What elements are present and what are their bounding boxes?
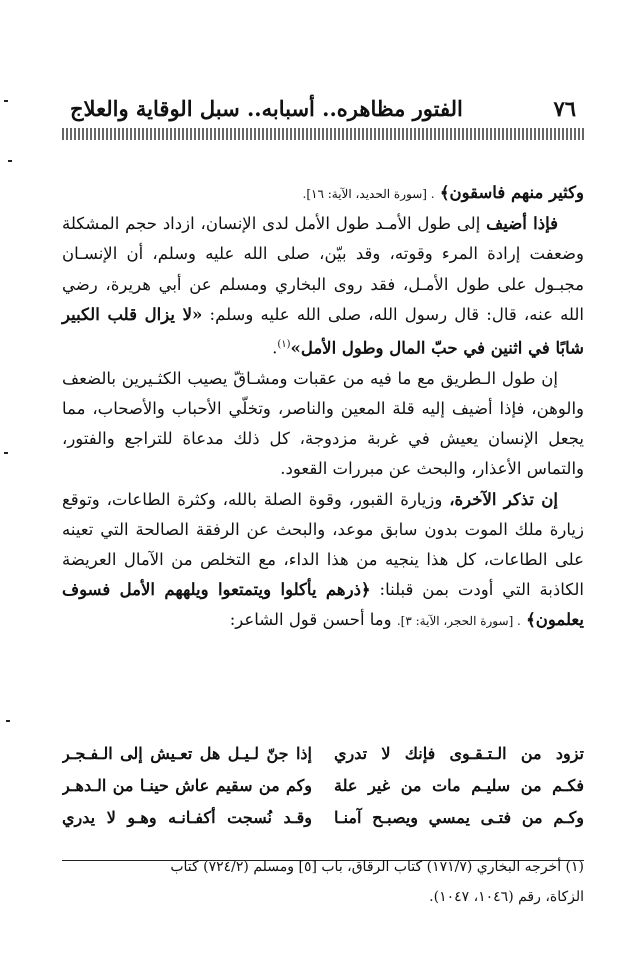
page-header: [62, 92, 584, 128]
quran-quote: ﴿ذرهم يأكلوا ويتمتعوا ويلههم الأمل فسوف يعلمون﴾: [62, 580, 584, 630]
margin-mark: [4, 452, 8, 454]
first-hemistich: وكـم من فتـى يمسي ويصبـح آمنـا: [334, 808, 584, 827]
paragraph-lead: فإذا أضيف: [486, 214, 558, 234]
margin-mark: [6, 720, 10, 722]
poem: [62, 738, 584, 834]
paragraph-2: [62, 209, 584, 364]
poem-verse: [62, 802, 584, 834]
footnote-marker: (١): [277, 339, 291, 351]
first-hemistich: فكـم من سليـم مات من غير علة: [334, 776, 584, 795]
quran-reference: . [سورة الحجر، الآية: ٣].: [396, 614, 521, 629]
second-hemistich: وقـد نُسجت أكفـانـه وهـو لا يدري: [62, 808, 312, 827]
second-hemistich: إذا جنّ لـيـل هل تعـيش إلى الـفـجـر: [62, 744, 312, 763]
page-number: ٧٦: [553, 96, 576, 121]
running-title: الفتور مظاهره.. أسبابه.. سبل الوقاية والعلاج: [70, 96, 463, 121]
quran-end: وكثير منهم فاسقون﴾: [439, 183, 584, 202]
footnote-line: (١) أخرجه البخاري (١٧١/٧) كتاب الرقاق، باب [٥] ومسلم (٧٢٤/٢) كتاب: [170, 859, 584, 875]
margin-mark: [8, 160, 12, 162]
poem-verse: [62, 738, 584, 770]
paragraph-end: .: [272, 338, 278, 358]
paragraph-text: إلى طول الأمـد طول الأمل لدى الإنسان، ازداد حجم المشكلة وضعفت إرادة المرء وقوته، وقد بيّن، صلى الله عليه وسلم، أن الإنسـان مجبـول على طول الأمـل، فقد روى البخاري ومسلم عن أبي هريرة، رضي الله عنه، قال: قال رسول الله، صلى الله عليه وسلم:: [62, 214, 585, 324]
paragraph-lead: إن تذكر الآخرة،: [449, 489, 559, 509]
footnote: [62, 852, 584, 912]
header-rule: [62, 128, 584, 140]
paragraph-text: وزيارة القبور، وقوة الصلة بالله، وكثرة الطاعات، وتوقع زيارة ملك الموت بدون سابق موعد، والبحث عن الرفقة الصالحة التي تعينه على الطاعات، كل هذا ينجيه من هذا الداء، مع التخلص من الآمال العريضة الكاذبة التي أودت بمن قبلنا:: [62, 489, 585, 600]
paragraph-end: وما أحسن قول الشاعر:: [229, 610, 392, 630]
quran-reference: . [سورة الحديد، الآية: ١٦].: [302, 187, 435, 201]
second-hemistich: وكم من سقيم عاش حينـا من الـدهـر: [62, 776, 312, 795]
hadith-quote: «لا يزال قلب الكبير شابًا في اثنين في حبّ المال وطول الأمل»: [62, 304, 584, 358]
main-text: [62, 178, 584, 637]
first-hemistich: تزود من الـتـقـوى فإنك لا تدري: [334, 744, 584, 763]
paragraph-4: [62, 485, 584, 637]
paragraph-1: [62, 178, 584, 209]
footnote-line: الزكاة، رقم (١٠٤٦، ١٠٤٧).: [429, 889, 584, 905]
paragraph-3: إن طول الـطريق مع ما فيه من عقبات ومشـاقّ يصيب الكثـيرين بالضعف والوهن، فإذا أضيف إليه قلة المعين والناصر، وتخلّي الأحباب والأصحاب، مما يجعل الإنسان يعيش في غربة مزدوجة، كل ذلك مدعاة للتراجع والفتور، والتماس الأعذار، والبحث عن مبررات القعود.: [62, 368, 584, 479]
margin-mark: [4, 100, 8, 102]
poem-verse: [62, 770, 584, 802]
